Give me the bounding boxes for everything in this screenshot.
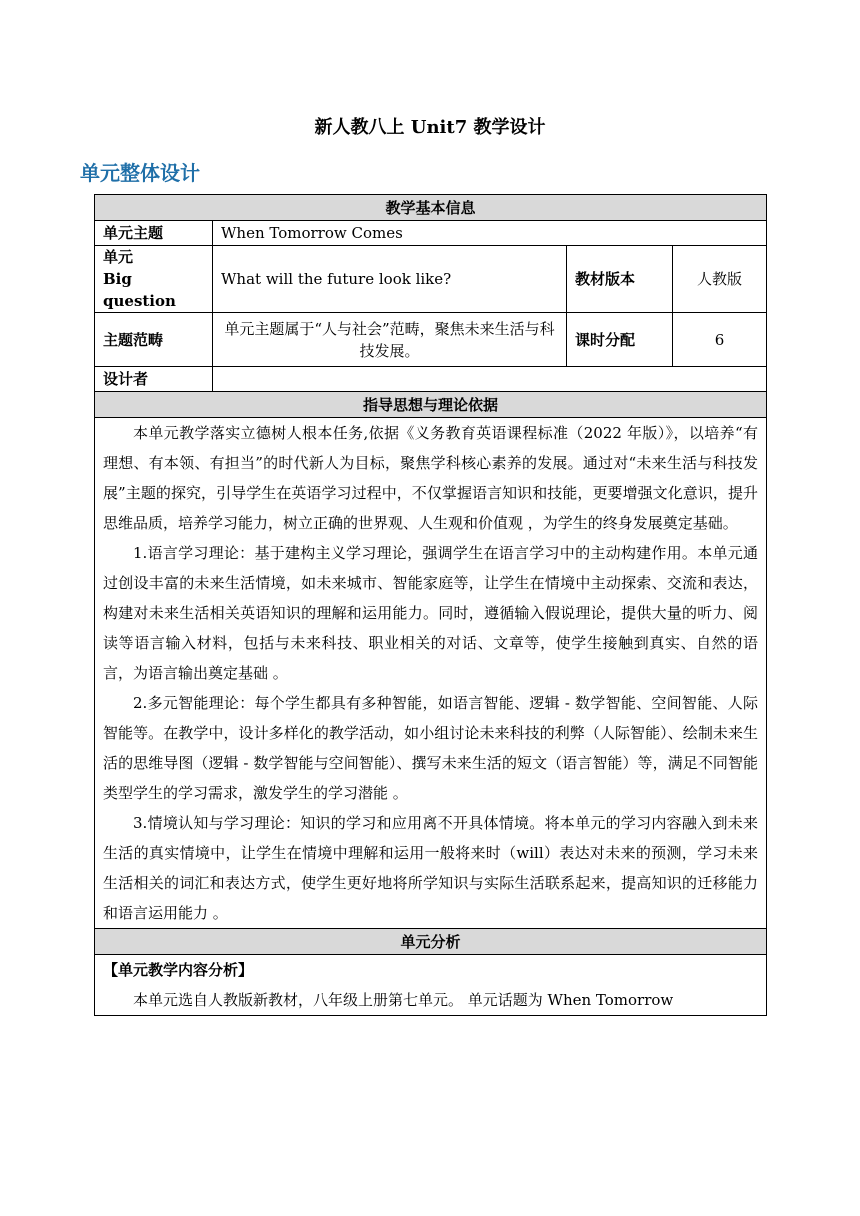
textbook-value: 人教版 [673, 246, 767, 313]
document-title: 新人教八上 Unit7 教学设计 [314, 117, 546, 138]
lesson-allocation-value: 6 [673, 313, 767, 367]
section-heading: 单元整体设计 [80, 161, 200, 185]
textbook-label: 教材版本 [567, 246, 673, 313]
guiding-header: 指导思想与理论依据 [95, 392, 767, 418]
guiding-content-row [95, 418, 767, 929]
guiding-paragraph: 本单元教学落实立德树人根本任务,依据《义务教育英语课程标准（2022 年版）》，以培养“有理想、有本领、有担当”的时代新人为目标，聚焦学科核心素养的发展。通过对“未来生活与科技发展”主题的探究，引导学生在英语学习过程中，不仅掌握语言知识和技能，更要增强文化意识，提升思维品质，培养学习能力，树立正确的世界观、人生观和价值观 ，为学生的终身发展奠定基础。 [103, 424, 759, 532]
designer-label: 设计者 [95, 367, 213, 392]
big-question-row [95, 246, 767, 313]
analysis-content-row [95, 955, 767, 1016]
guiding-paragraph: 1.语言学习理论：基于建构主义学习理论，强调学生在语言学习中的主动构建作用。本单元通过创设丰富的未来生活情境，如未来城市、智能家庭等，让学生在情境中主动探索、交流和表达，构建对未来生活相关英语知识的理解和运用能力。同时，遵循输入假说理论，提供大量的听力、阅读等语言输入材料，包括与未来科技、职业相关的对话、文章等，使学生接触到真实、自然的语言，为语言输出奠定基础 。 [103, 544, 759, 682]
guiding-header-row [95, 392, 767, 418]
theme-category-label: 主题范畴 [95, 313, 213, 367]
unit-theme-label: 单元主题 [95, 221, 213, 246]
guiding-content [95, 418, 767, 929]
content-analysis-paragraph: 本单元选自人教版新教材，八年级上册第七单元。 单元话题为 When Tomorrow [133, 991, 674, 1009]
content-analysis-subhead: 【单元教学内容分析】 [103, 961, 254, 979]
lesson-design-table [94, 194, 767, 1016]
big-question-value: What will the future look like? [213, 246, 567, 313]
analysis-content [95, 955, 767, 1016]
big-question-label-line1: 单元 [103, 248, 134, 266]
unit-theme-row [95, 221, 767, 246]
lesson-allocation-label: 课时分配 [567, 313, 673, 367]
basic-info-header: 教学基本信息 [95, 195, 767, 221]
analysis-header-row [95, 929, 767, 955]
guiding-paragraph: 2.多元智能理论：每个学生都具有多种智能，如语言智能、逻辑 - 数学智能、空间智能、人际智能等。在教学中，设计多样化的教学活动，如小组讨论未来科技的利弊（人际智能）、绘制未来生活的思维导图（逻辑 - 数学智能与空间智能）、撰写未来生活的短文（语言智能）等，满足不同智能类型学生的学习需求，激发学生的学习潜能 。 [103, 694, 759, 802]
designer-row [95, 367, 767, 392]
big-question-label [95, 246, 213, 313]
theme-category-value: 单元主题属于“人与社会”范畴，聚焦未来生活与科技发展。 [213, 313, 567, 367]
big-question-label-line2: Big question [103, 270, 176, 310]
unit-theme-value: When Tomorrow Comes [213, 221, 767, 246]
theme-category-row [95, 313, 767, 367]
designer-value [213, 367, 767, 392]
basic-info-header-row [95, 195, 767, 221]
analysis-header: 单元分析 [95, 929, 767, 955]
guiding-paragraph: 3.情境认知与学习理论：知识的学习和应用离不开具体情境。将本单元的学习内容融入到未来生活的真实情境中，让学生在情境中理解和运用一般将来时（will）表达对未来的预测，学习未来生活相关的词汇和表达方式，使学生更好地将所学知识与实际生活联系起来，提高知识的迁移能力和语言运用能力 。 [103, 814, 759, 922]
